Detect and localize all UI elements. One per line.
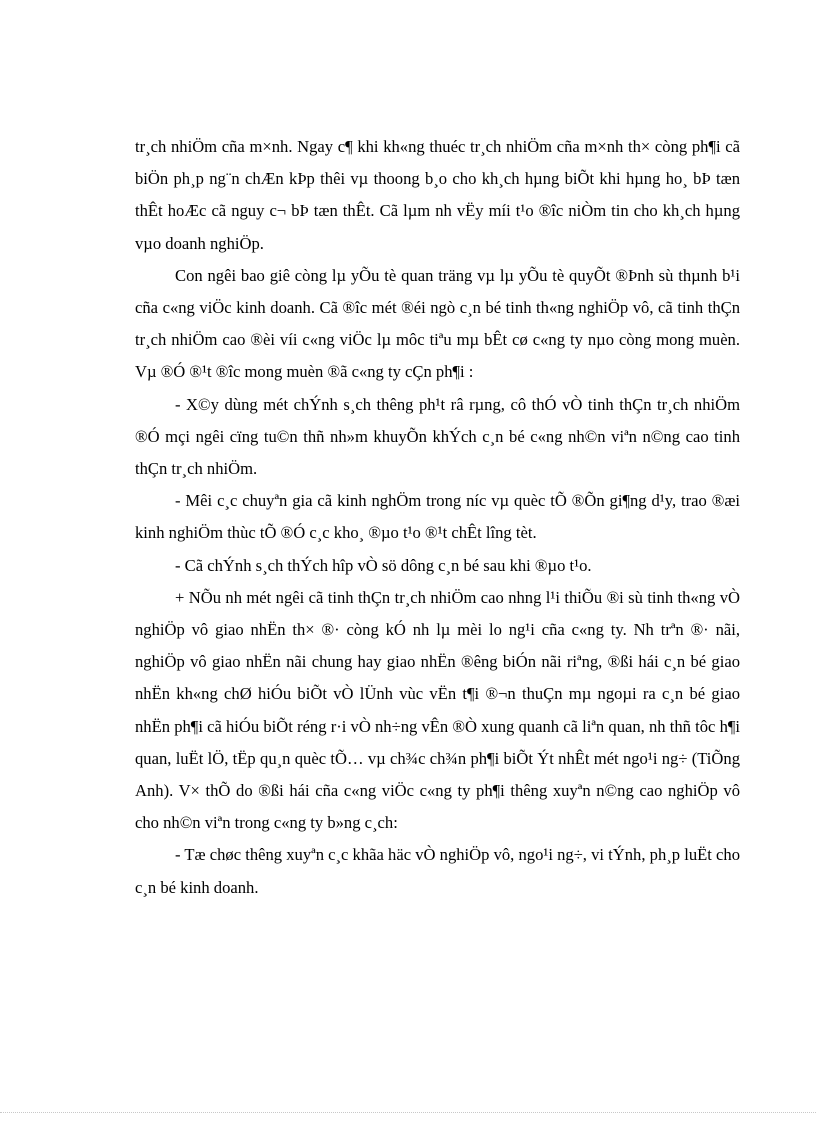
paragraph-1: tr¸ch nhiÖm cña m×nh. Ngay c¶ khi kh«ng thuéc tr¸ch nhiÖm cña m×nh th× còng ph¶i cã biÖn ph¸p ng¨n chÆn kÞp thêi vµ thoong b¸o cho kh¸ch hµng biÕt khi hµng ho¸ bÞ tæn thÊt hoÆc cã nguy c¬ bÞ tæn thÊt. Cã lµm nh vËy míi t¹o ®îc niÒm tin cho kh¸ch hµng vµo doanh nghiÖp.: [135, 137, 740, 253]
body-text: [135, 131, 740, 904]
page-bottom-divider: [0, 1112, 816, 1113]
paragraph-7-bullet: - Tæ chøc thêng xuyªn c¸c khãa häc vÒ nghiÖp vô, ngo¹i ng÷, vi tÝnh, ph¸p luËt cho c¸n bé kinh doanh.: [135, 845, 740, 897]
paragraph-3-bullet: - X©y dùng mét chÝnh s¸ch thêng ph¹t râ rµng, cô thÓ vÒ tinh thÇn tr¸ch nhiÖm ®Ó mçi ngêi cïng tu©n thñ nh»m khuyÕn khÝch c¸n bé c«ng nh©n viªn n©ng cao tinh thÇn tr¸ch nhiÖm.: [135, 394, 740, 479]
paragraph-6: + NÕu nh mét ngêi cã tinh thÇn tr¸ch nhiÖm cao nhng l¹i thiÕu ®i sù tinh th«ng vÒ nghiÖp vô giao nhËn th× ®· còng kÓ nh lµ mèi lo ng¹i cña c«ng ty. Nh trªn ®· nãi, nghiÖp vô giao nhËn nãi chung hay giao nhËn ®êng biÓn nãi riªng, ®ßi hái c¸n bé giao nhËn kh«ng chØ hiÓu biÕt vÒ lÜnh vùc vËn t¶i ®¬n thuÇn mµ ngoµi ra c¸n bé giao nhËn ph¶i cã hiÓu biÕt réng r·i vÒ nh÷ng vÊn ®Ò xung quanh cã liªn quan, nh thñ tôc h¶i quan, luËt lÖ, tËp qu¸n quèc tÕ… vµ ch¾c ch¾n ph¶i biÕt Ýt nhÊt mét ngo¹i ng÷ (TiÕng Anh). V× thÕ do ®ßi hái cña c«ng viÖc c«ng ty ph¶i thêng xuyªn n©ng cao nghiÖp vô cho nh©n viªn trong c«ng ty b»ng c¸ch:: [135, 587, 740, 833]
paragraph-5-bullet: - Cã chÝnh s¸ch thÝch hîp vÒ sö dông c¸n bé sau khi ®µo t¹o.: [175, 555, 592, 575]
paragraph-4-bullet: - Mêi c¸c chuyªn gia cã kinh nghÖm trong níc vµ quèc tÕ ®Õn gi¶ng d¹y, trao ®æi kinh nghiÖm thùc tÕ ®Ó c¸c kho¸ ®µo t¹o ®¹t chÊt lîng tèt.: [135, 491, 740, 543]
paragraph-2: Con ngêi bao giê còng lµ yÕu tè quan träng vµ lµ yÕu tè quyÕt ®Þnh sù thµnh b¹i cña c«ng viÖc kinh doanh. Cã ®îc mét ®éi ngò c¸n bé tinh th«ng nghiÖp vô, cã tinh thÇn tr¸ch nhiÖm cao ®èi víi c«ng viÖc lµ môc tiªu mµ bÊt cø c«ng ty nµo còng mong muèn. Vµ ®Ó ®¹t ®îc mong muèn ®ã c«ng ty cÇn ph¶i :: [135, 265, 740, 382]
